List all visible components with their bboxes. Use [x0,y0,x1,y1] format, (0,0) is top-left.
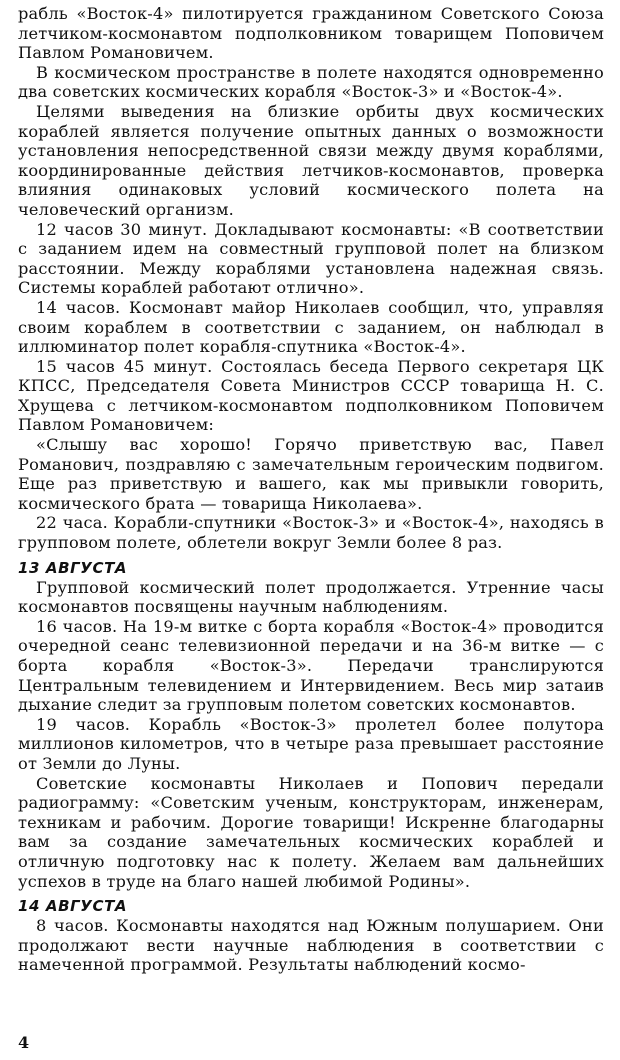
date-heading: 13 АВГУСТА [18,558,128,577]
page-number: 4 [18,1033,30,1052]
paragraph: 15 часов 45 минут. Состоялась беседа Первого секретаря ЦК КПСС, Председателя Совета Министров СССР товарища Н. С. Хрущева с летчиком-космонавтом подполковником Поповичем Павлом Романовичем: [18,356,604,435]
paragraph: Целями выведения на близкие орбиты двух космических кораблей является получение опытных данных о возможности установления непосредственной связи между двумя кораблями, координированные действия летчиков-космонавтов, проверка влияния одинаковых условий космического полета на человеческий организм. [18,101,604,219]
section-day-14-august [18,897,604,975]
paragraph: В космическом пространстве в полете находятся одновременно два советских космических корабля «Восток-3» и «Восток-4». [18,62,604,102]
paragraph: 14 часов. Космонавт майор Николаев сообщил, что, управляя своим кораблем в соответствии с заданием, он наблюдал в иллюминатор полет корабля-спутника «Восток-4». [18,297,604,357]
document-page [18,4,604,975]
section-day-13-august [18,559,604,892]
paragraph: 12 часов 30 минут. Докладывают космонавты: «В соответствии с заданием идем на совместный групповой полет на близком расстоянии. Между кораблями установлена надежная связь. Системы кораблей работают отлично». [18,219,604,298]
paragraph: 22 часа. Корабли-спутники «Восток-3» и «Восток-4», находясь в групповом полете, облетели вокруг Земли более 8 раз. [18,513,604,553]
paragraph: рабль «Восток-4» пилотируется гражданином Советского Союза летчиком-космонавтом подполковником товарищем Поповичем Павлом Романовичем. [18,4,604,63]
paragraph: Советские космонавты Николаев и Попович передали радиограмму: «Советским ученым, конструкторам, инженерам, техникам и рабочим. Дорогие товарищи! Искренне благодарны вам за создание замечательных космических кораблей и отличную подготовку нас к полету. Желаем вам дальнейших успехов в труде на благо нашей любимой Родины». [18,773,604,891]
date-heading: 14 АВГУСТА [18,897,128,916]
paragraph: 16 часов. На 19-м витке с борта корабля «Восток-4» проводится очередной сеанс телевизионной передачи и на 36-м витке — с борта корабля «Восток-3». Передачи транслируются Центральным телевидением и Интервидением. Весь мир затаив дыхание следит за групповым полетом советских космонавтов. [18,616,604,715]
section-day-12-august [18,4,604,553]
paragraph: Групповой космический полет продолжается. Утренние часы космонавтов посвящены научным наблюдениям. [18,577,604,617]
paragraph: 8 часов. Космонавты находятся над Южным полушарием. Они продолжают вести научные наблюдения в соответствии с намеченной программой. Результаты наблюдений космо- [18,916,604,975]
paragraph: 19 часов. Корабль «Восток-3» пролетел более полутора миллионов километров, что в четыре раза превышает расстояние от Земли до Луны. [18,714,604,773]
quote-paragraph: «Слышу вас хорошо! Горячо приветствую вас, Павел Романович, поздравляю с замечательным героическим подвигом. Еще раз приветствую и вашего, как мы привыкли говорить, космического брата — товарища Николаева». [18,435,604,513]
